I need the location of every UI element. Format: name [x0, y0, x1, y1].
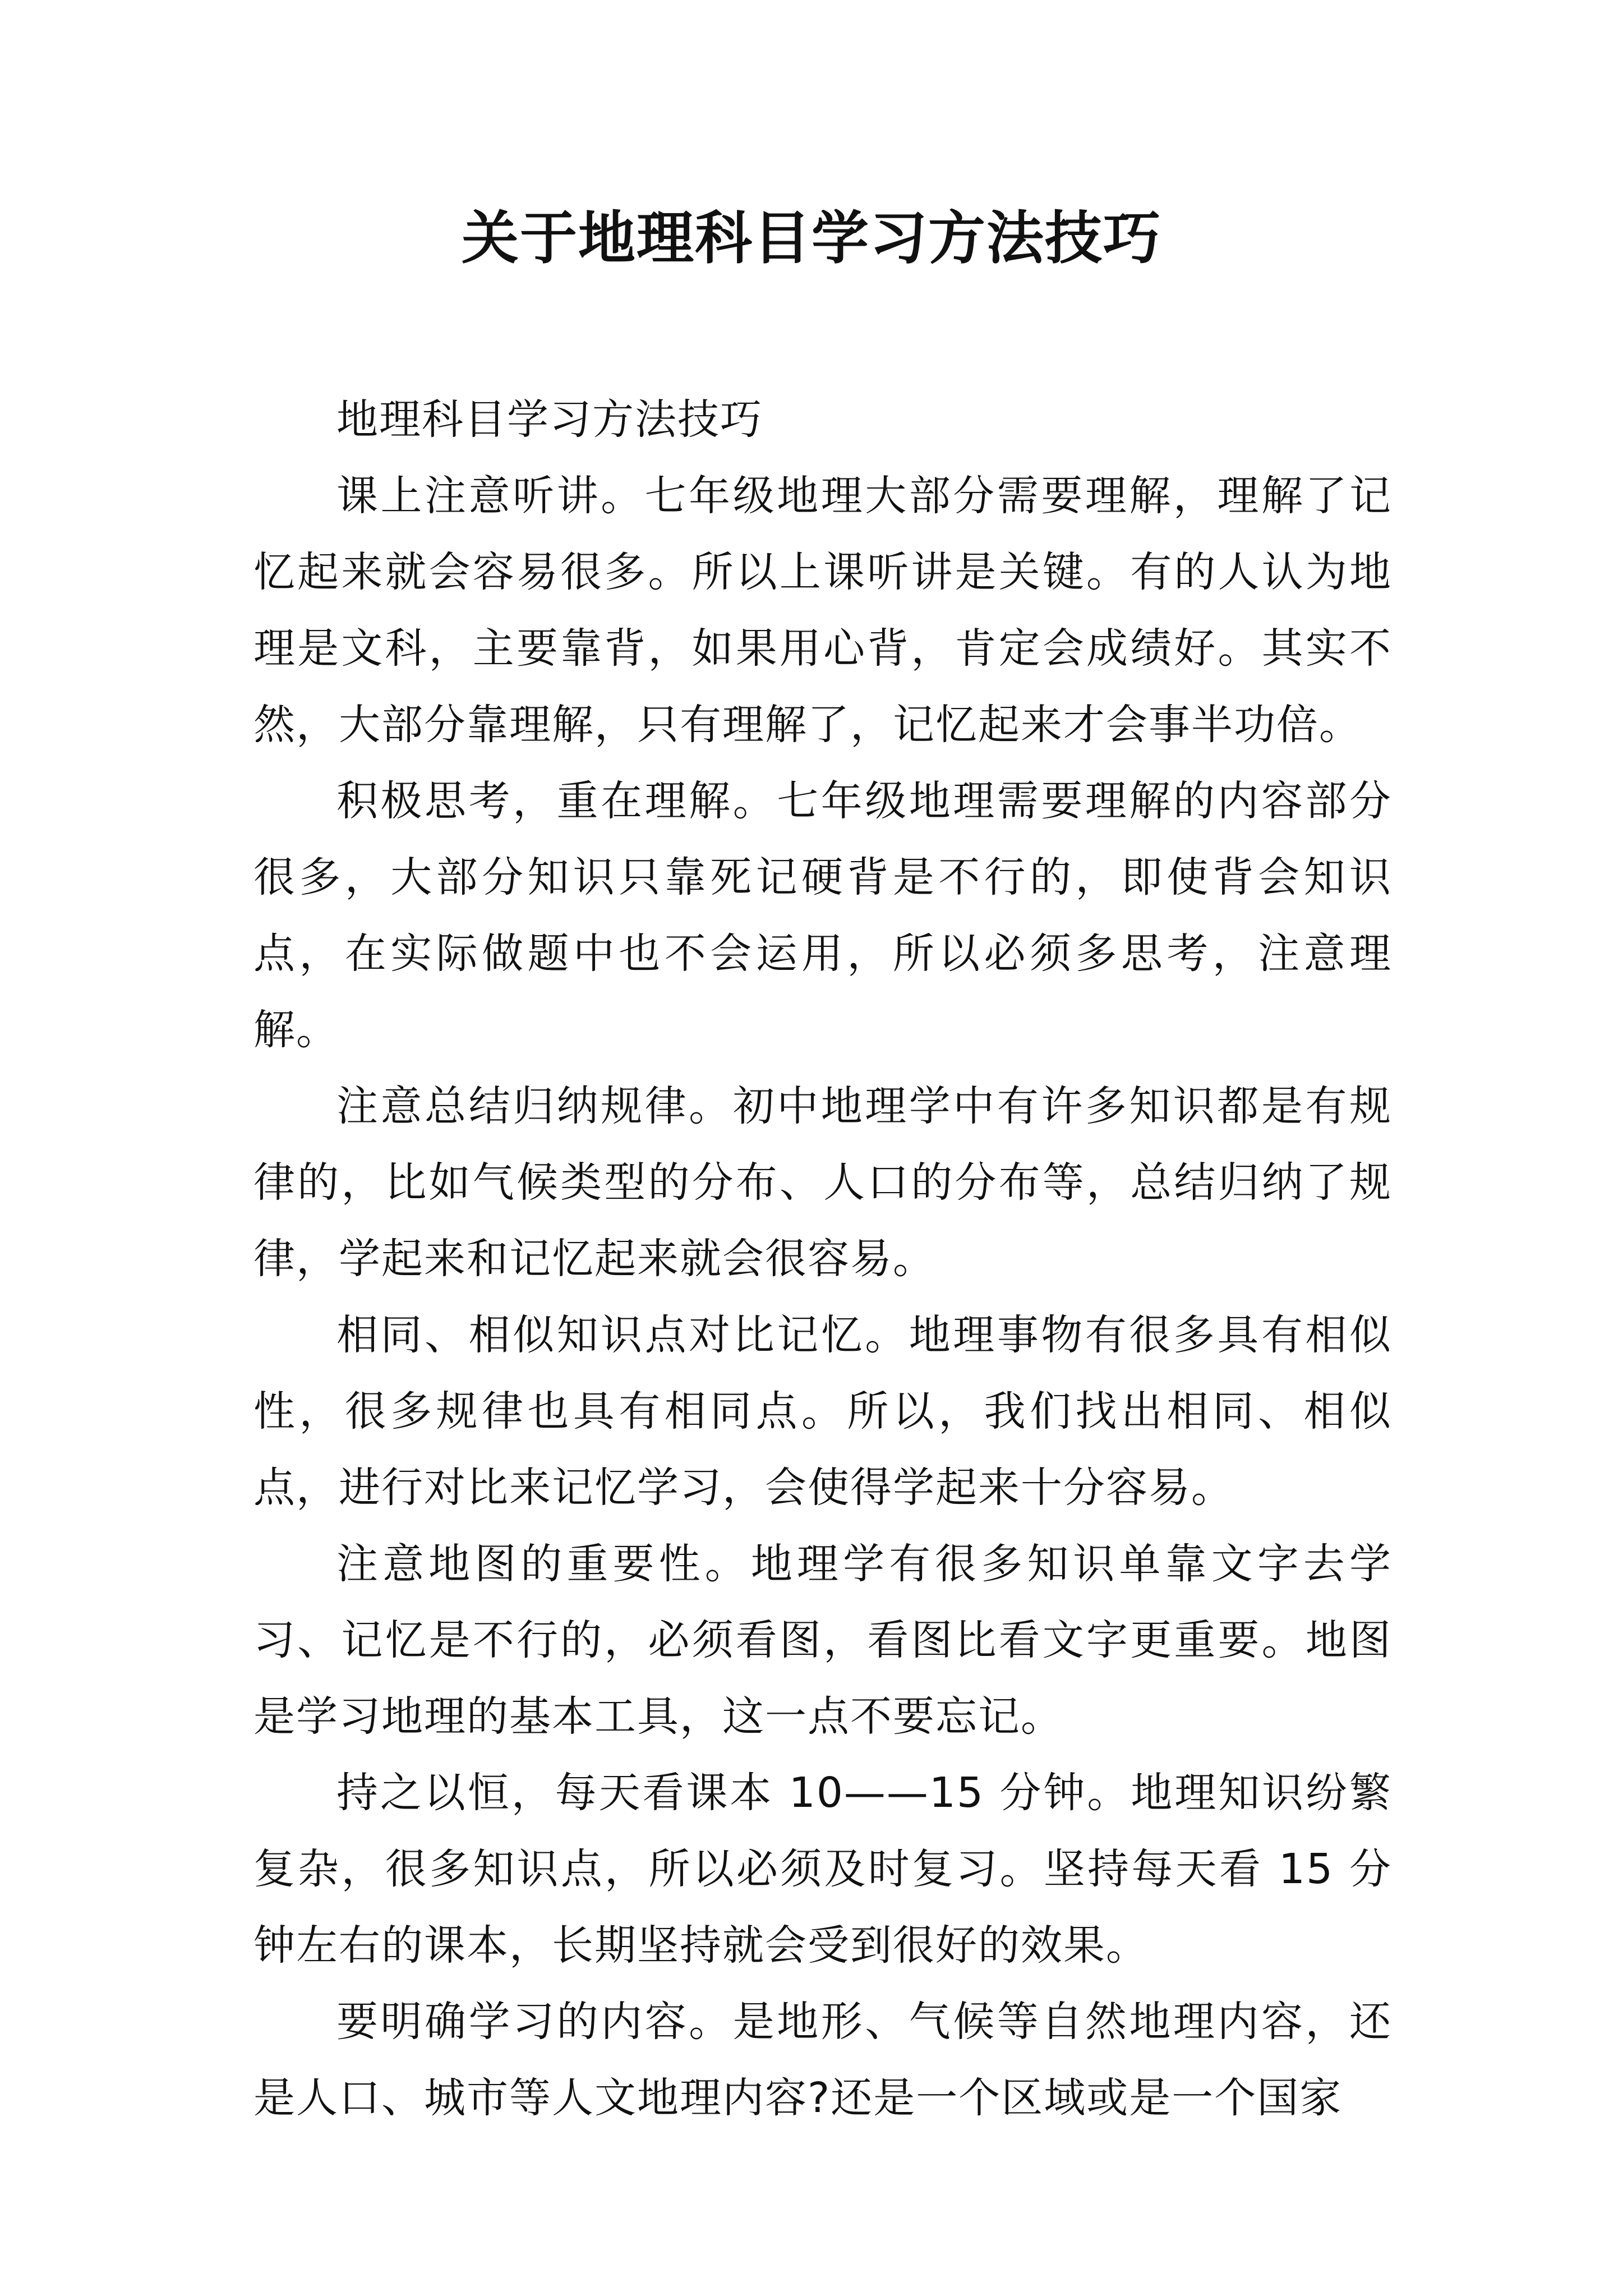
paragraph-subtitle: 地理科目学习方法技巧: [336, 395, 763, 444]
paragraph-listen-in-class: 课上注意听讲。七年级地理大部分需要理解，理解了记忆起来就会容易很多。所以上课听讲是关键。有的人认为地理是文科，主要靠背，如果用心背，肯定会成绩好。其实不然，大部分靠理解，只有理解了，记忆起来才会事半功倍。: [253, 472, 1392, 749]
paragraph-compare-memory: 相同、相似知识点对比记忆。地理事物有很多具有相似性，很多规律也具有相同点。所以，我们找出相同、相似点，进行对比来记忆学习，会使得学起来十分容易。: [253, 1311, 1392, 1512]
paragraph-map-importance: 注意地图的重要性。地理学有很多知识单靠文字去学习、记忆是不行的，必须看图，看图比看文字更重要。地图是学习地理的基本工具，这一点不要忘记。: [253, 1540, 1392, 1741]
paragraph-think-actively: 积极思考，重在理解。七年级地理需要理解的内容部分很多，大部分知识只靠死记硬背是不行的，即使背会知识点，在实际做题中也不会运用，所以必须多思考，注意理解。: [253, 777, 1392, 1054]
paragraph-clear-content: 要明确学习的内容。是地形、气候等自然地理内容，还是人口、城市等人文地理内容?还是一个区域或是一个国家: [253, 1998, 1392, 2122]
document-body: [253, 381, 1392, 2136]
paragraph-persistence: 持之以恒，每天看课本 10——15 分钟。地理知识纷繁复杂，很多知识点，所以必须及时复习。坚持每天看 15 分钟左右的课本，长期坚持就会受到很好的效果。: [253, 1769, 1392, 1970]
document-title: 关于地理科目学习方法技巧: [462, 205, 1161, 272]
paragraph-summarize-rules: 注意总结归纳规律。初中地理学中有许多知识都是有规律的，比如气候类型的分布、人口的分布等，总结归纳了规律，学起来和记忆起来就会很容易。: [253, 1082, 1392, 1283]
